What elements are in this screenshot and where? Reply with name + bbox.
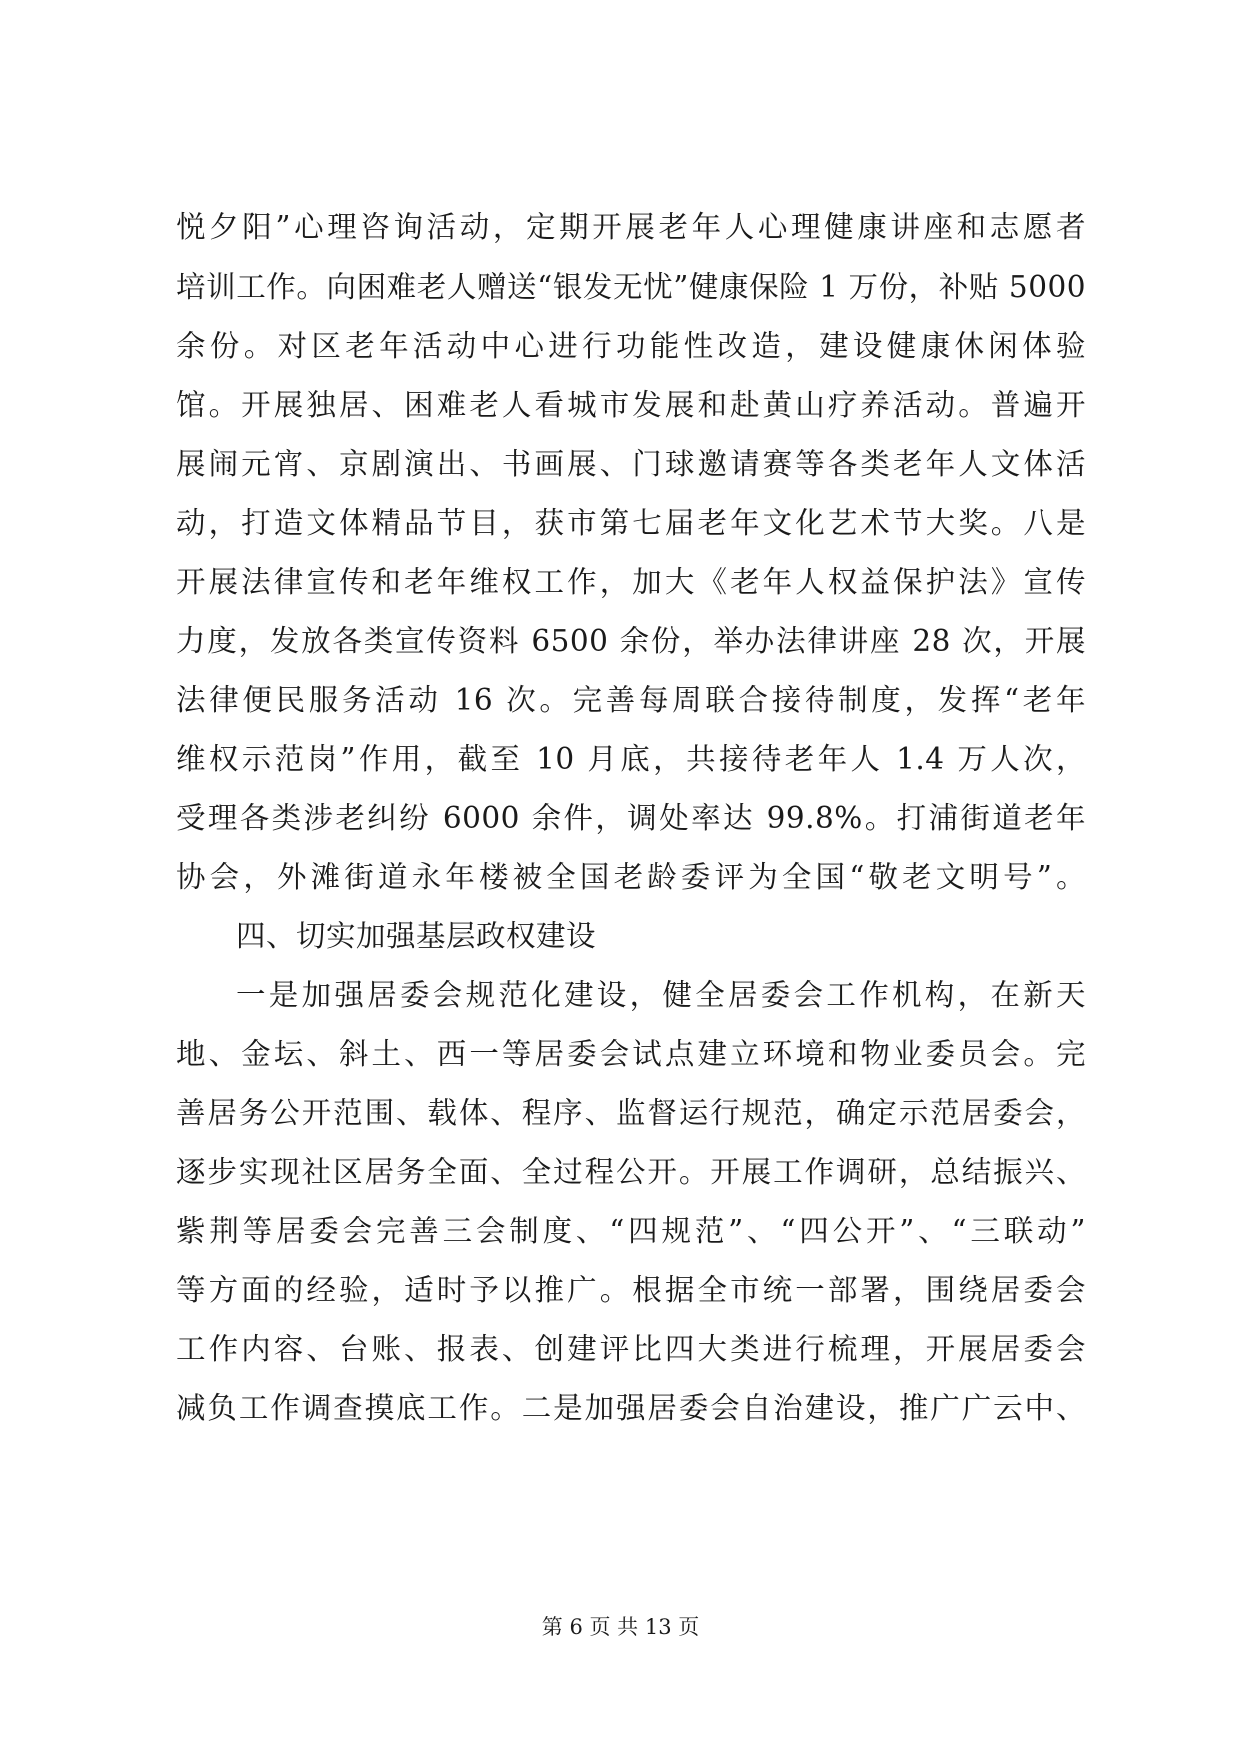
body-text-line: 馆。开展独居、困难老人看城市发展和赴黄山疗养活动。普遍开 <box>176 388 1086 422</box>
body-text-line: 余份。对区老年活动中心进行功能性改造，建设健康休闲体验 <box>176 329 1086 363</box>
body-text-line: 协会，外滩街道永年楼被全国老龄委评为全国“敬老文明号”。 <box>176 860 1086 894</box>
section-heading: 四、切实加强基层政权建设 <box>236 919 597 953</box>
body-text-line: 法律便民服务活动 16 次。完善每周联合接待制度，发挥“老年 <box>176 683 1086 717</box>
body-text-line: 等方面的经验，适时予以推广。根据全市统一部署，围绕居委会 <box>176 1273 1086 1307</box>
body-text-line: 动，打造文体精品节目，获市第七届老年文化艺术节大奖。八是 <box>176 506 1086 540</box>
body-text-line: 善居务公开范围、载体、程序、监督运行规范，确定示范居委会， <box>176 1096 1086 1130</box>
body-text-line: 维权示范岗”作用，截至 10 月底，共接待老年人 1.4 万人次， <box>176 742 1086 776</box>
body-text-line: 受理各类涉老纠纷 6000 余件，调处率达 99.8%。打浦街道老年 <box>176 801 1086 835</box>
body-text-line: 力度，发放各类宣传资料 6500 余份，举办法律讲座 28 次，开展 <box>176 624 1086 658</box>
body-text-line: 逐步实现社区居务全面、全过程公开。开展工作调研，总结振兴、 <box>176 1155 1086 1189</box>
body-text-line: 开展法律宣传和老年维权工作，加大《老年人权益保护法》宣传 <box>176 565 1086 599</box>
body-text-line: 悦夕阳”心理咨询活动，定期开展老年人心理健康讲座和志愿者 <box>176 210 1086 244</box>
body-text-line: 工作内容、台账、报表、创建评比四大类进行梳理，开展居委会 <box>176 1332 1086 1366</box>
body-text-line: 减负工作调查摸底工作。二是加强居委会自治建设，推广广云中、 <box>176 1391 1086 1425</box>
body-text-line: 培训工作。向困难老人赠送“银发无忧”健康保险 1 万份，补贴 5000 <box>176 270 1086 304</box>
body-text-line: 展闹元宵、京剧演出、书画展、门球邀请赛等各类老年人文体活 <box>176 447 1086 481</box>
body-text-line: 地、金坛、斜土、西一等居委会试点建立环境和物业委员会。完 <box>176 1037 1086 1071</box>
page-footer: 第 6 页 共 13 页 <box>541 1615 700 1639</box>
body-text-line: 紫荆等居委会完善三会制度、“四规范”、“四公开”、“三联动” <box>176 1214 1086 1248</box>
body-text-line: 一是加强居委会规范化建设，健全居委会工作机构，在新天 <box>236 978 1086 1012</box>
